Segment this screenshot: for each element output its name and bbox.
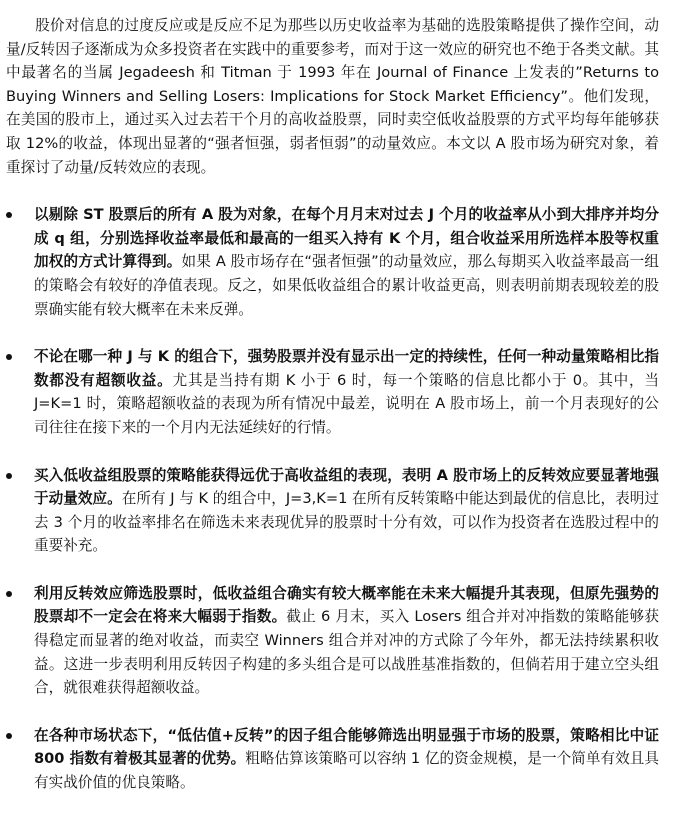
finding-2-bold: 不论在哪一种 J 与 K 的组合下，强势股票并没有显示出一定的持续性，任何一种动量策略相比指数都没有超额收益。: [34, 348, 659, 389]
bullet-dot-icon: [6, 591, 12, 597]
key-findings-list: [6, 203, 659, 794]
finding-1-bold: 以剔除 ST 股票后的所有 A 股为对象，在每个月月末对过去 J 个月的收益率从小到大排序并均分成 q 组，分别选择收益率最低和最高的一组买入持有 K 个月，组合收益采用所选样本股等权重加权的方式计算得到。: [34, 206, 659, 271]
finding-4-text: 截止 6 月末，买入 Losers 组合并对冲指数的策略能够获得稳定而显著的绝对收益，而卖空 Winners 组合并对冲的方式除了今年外，都无法持续累积收益。这进一步表明利用反转因子构建的多头组合是可以战胜基准指数的，但倘若用于建立空头组合，就很难获得超额收益。: [34, 608, 659, 697]
bullet-dot-icon: [6, 212, 12, 218]
bullet-dot-icon: [6, 354, 12, 360]
finding-5-text: 粗略估算该策略可以容纳 1 亿的资金规模，是一个简单有效且具有实战价值的优良策略。: [34, 750, 659, 792]
finding-item-5: [6, 724, 659, 795]
finding-item-2: [6, 345, 659, 439]
finding-3-text: 在所有 J 与 K 的组合中，J=3,K=1 在所有反转策略中能达到最优的信息比，表明过去 3 个月的收益率排名在筛选未来表现优异的股票时十分有效，可以作为投资者在选股过程中的重要补充。: [34, 490, 659, 555]
finding-3-bold: 买入低收益组股票的策略能获得远优于高收益组的表现，表明 A 股市场上的反转效应要显著地强于动量效应。: [34, 466, 659, 508]
finding-item-3: [6, 464, 659, 558]
finding-2-text: 尤其是当持有期 K 小于 6 时，每一个策略的信息比都小于 0。其中，当 J=K=1 时，策略超额收益的表现为所有情况中最差，说明在 A 股市场上，前一个月表现好的公司往往在接下来的一个月内无法延续好的行情。: [34, 371, 659, 436]
intro-paragraph: 股价对信息的过度反应或是反应不足为那些以历史收益率为基础的选股策略提供了操作空间，动量/反转因子逐渐成为众多投资者在实践中的重要参考，而对于这一效应的研究也不绝于各类文献。其中最著名的当属 Jegadeesh 和 Titman 于 1993 年在 Journal of Finance 上发表的”Returns to Buying Winners and Selling Losers: Implications for Stock Market Efficiency”。他们发现，在美国的股市上，通过买入过去若干个月的高收益股票，同时卖空低收益股票的方式平均每年能够获取 12%的收益，体现出显著的“强者恒强，弱者恒弱”的动量效应。本文以 A 股市场为研究对象，着重探讨了动量/反转效应的表现。: [6, 17, 659, 176]
finding-4-bold: 利用反转效应筛选股票时，低收益组合确实有较大概率能在未来大幅提升其表现，但原先强势的股票却不一定会在将来大幅弱于指数。: [34, 584, 659, 626]
finding-5-bold: 在各种市场状态下，“低估值+反转”的因子组合能够筛选出明显强于市场的股票，策略相比中证 800 指数有着极其显著的优势。: [34, 726, 659, 768]
finding-item-1: [6, 203, 659, 321]
finding-item-4: [6, 582, 659, 700]
finding-1-text: 如果 A 股市场存在“强者恒强”的动量效应，那么每期买入收益率最高一组的策略会有较好的净值表现。反之，如果低收益组合的累计收益更高，则表明前期表现较差的股票确实能有较大概率在未来反弹。: [34, 253, 659, 318]
bullet-dot-icon: [6, 473, 12, 479]
bullet-dot-icon: [6, 733, 12, 739]
